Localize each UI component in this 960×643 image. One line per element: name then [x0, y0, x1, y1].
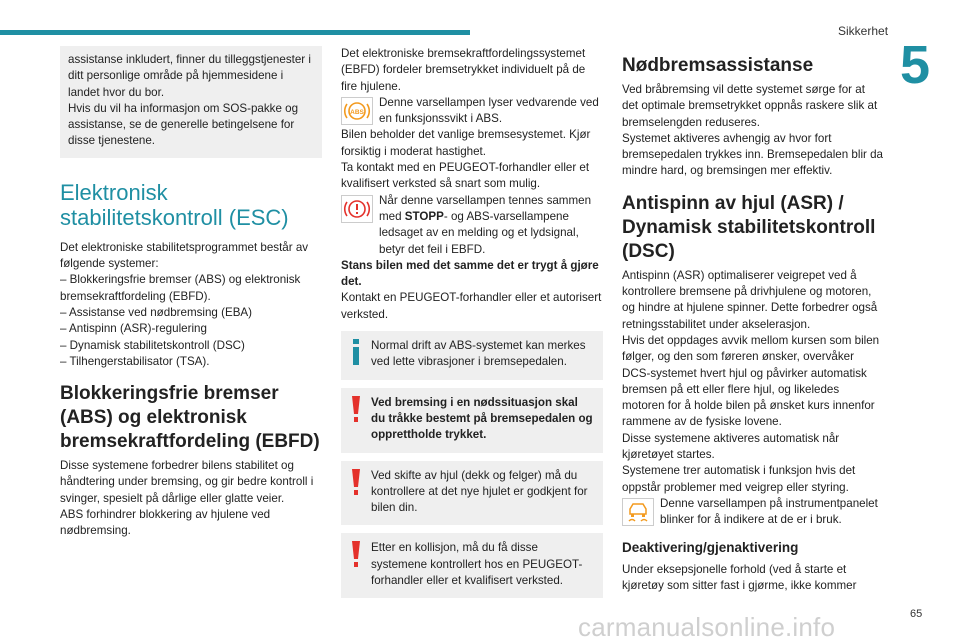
- dsc-lamp-text: Denne varsellampen på instrumentpanelet blinker for å indikere at de er i bruk.: [660, 496, 878, 527]
- asr-text-4: Systemene trer automatisk i funksjon hvis det oppstår problemer med veigrep eller styring.: [622, 464, 856, 494]
- note-text: Ved bremsing i en nødssituasjon skal du tråkke bestemt på bremsepedalen og opprettholde trykket.: [371, 395, 593, 442]
- abs-warning-row: [341, 95, 603, 128]
- abs-text-2: ABS forhindrer blokkering av hjulene ved nødbremsing.: [60, 508, 271, 538]
- page-number: 65: [910, 608, 923, 620]
- contact-dealer-text: Ta kontakt med en PEUGEOT-forhandler eller et kvalifisert verksted så snart som mulig.: [341, 161, 590, 191]
- note-text: Etter en kollisjon, må du få disse systemene kontrollert hos en PEUGEOT-forhandler eller et kvalifisert verksted.: [371, 541, 583, 588]
- warning-icon: [351, 541, 361, 567]
- skid-warning-lamp-icon: [622, 498, 654, 526]
- ebfd-text: Det elektroniske bremsekraftfordelingssystemet (EBFD) fordeler bremsetrykket individuelt på de fire hjulene.: [341, 47, 586, 93]
- deactivation-heading: Deaktivering/gjenaktivering: [622, 539, 799, 555]
- deactivation-text: Under eksepsjonelle forhold (ved å starte et kjøretøy som sitter fast i gjørme, ikke kommer: [622, 562, 857, 592]
- chapter-number: 5: [900, 35, 931, 95]
- esc-heading: Elektronisk stabilitetskontroll (ESC): [60, 179, 289, 230]
- column-2: [341, 46, 603, 598]
- abs-heading: Blokkeringsfrie bremser (ABS) og elektronisk bremsekraftfordeling (EBFD): [60, 383, 320, 453]
- note-text: Ved skifte av hjul (dekk og felger) må du kontrollere at det nye hjulet er godkjent for bilen din.: [371, 468, 588, 515]
- esc-item: – Blokkeringsfrie bremser (ABS) og elektronisk bremsekraftfordeling (EBFD).: [60, 273, 301, 303]
- emergency-brake-heading: Nødbremsassistanse: [622, 55, 814, 76]
- brake-warning-text-a: Når denne varsellampen tennes sammen med: [379, 193, 592, 223]
- svg-text:ABS: ABS: [350, 108, 364, 116]
- sos-info-box: [60, 46, 322, 158]
- dsc-lamp-row: [622, 496, 884, 529]
- normal-brakes-text: Bilen beholder det vanlige bremsesystemet. Kjør forsiktig i moderat hastighet.: [341, 128, 591, 158]
- info-note: [341, 331, 603, 380]
- contact-workshop-text: Kontakt en PEUGEOT-forhandler eller et autorisert verksted.: [341, 291, 602, 321]
- note-text: Normal drift av ABS-systemet kan merkes ved lette vibrasjoner i bremsepedalen.: [371, 339, 586, 369]
- brake-warning-text: [379, 193, 603, 258]
- header-accent-bar: [0, 30, 470, 35]
- warning-note: [341, 533, 603, 598]
- esc-item: – Tilhengerstabilisator (TSA).: [60, 354, 210, 368]
- abs-text: Disse systemene forbedrer bilens stabilitet og håndtering under bremsing, og gir bedre kontroll i svinger, spesielt på dårlige eller glatte veier.: [60, 459, 314, 505]
- asr-text-1: Antispinn (ASR) optimaliserer veigrepet ved å kontrollere bremsene på drivhjulene og motoren, og hindre at hjulene spinner. Dette forbedrer også retningsstabilitet under akselerasjon.: [622, 268, 878, 331]
- stop-instruction: Stans bilen med det samme det er trygt å gjøre det.: [341, 258, 599, 289]
- warning-icon: [351, 396, 361, 422]
- brake-warning-text-b: - og ABS-varsellampene ledsaget av en melding og et lydsignal, betyr det feil i EBFD.: [379, 209, 579, 256]
- abs-warning-text: Denne varsellampen lyser vedvarende ved en funksjonssvikt i ABS.: [379, 95, 599, 126]
- box-text-1: assistanse inkludert, finner du tilleggstjenester i ditt personlige område på hjemmesidene i landet hvor du bor.: [68, 53, 311, 99]
- box-text-2: Hvis du vil ha informasjon om SOS-pakke og assistanse, se de generelle betingelsene for disse tjenestene.: [68, 101, 299, 148]
- brake-warning-lamp-icon: [341, 195, 373, 223]
- warning-note: [341, 388, 603, 453]
- section-title: Sikkerhet: [838, 24, 889, 38]
- asr-text-3: Disse systemene aktiveres automatisk når kjøretøyet startes.: [622, 431, 840, 462]
- esc-item: – Assistanse ved nødbremsing (EBA): [60, 305, 253, 319]
- esc-item: – Dynamisk stabilitetskontroll (DSC): [60, 338, 245, 352]
- emergency-brake-text-1: Ved bråbremsing vil dette systemet sørge for at det optimale bremsetrykket oppnås raskere slik at bremselengden reduseres.: [622, 83, 878, 129]
- warning-note: [341, 461, 603, 526]
- warning-icon: [351, 469, 361, 495]
- brake-warning-row: [341, 193, 603, 258]
- column-3: [622, 46, 884, 594]
- column-1: [60, 46, 322, 540]
- esc-item: – Antispinn (ASR)-regulering: [60, 322, 207, 336]
- watermark: carmanualsonline.info: [578, 612, 836, 642]
- asr-text-2: Hvis det oppdages avvik mellom kursen som bilen følger, og den som føreren ønsker, overvåker DCS-systemet hvert hjul og påvirker automatisk bremsen på ett eller flere hjul, og likeledes motoren for å holde bilen på ønsket kurs innenfor rammene av de fysiske lovene.: [622, 333, 880, 429]
- esc-intro: Det elektroniske stabilitetsprogrammet består av følgende systemer:: [60, 240, 309, 271]
- asr-dsc-heading: Antispinn av hjul (ASR) / Dynamisk stabilitetskontroll (DSC): [622, 192, 876, 262]
- emergency-brake-text-2: Systemet aktiveres avhengig av hvor fort bremsepedalen trykkes inn. Bremsepedalen blir da mindre hard, og bremsingen mer effektiv.: [622, 131, 884, 178]
- info-icon: [351, 339, 361, 365]
- abs-warning-lamp-icon: [341, 97, 373, 125]
- stop-label: STOPP: [404, 209, 444, 223]
